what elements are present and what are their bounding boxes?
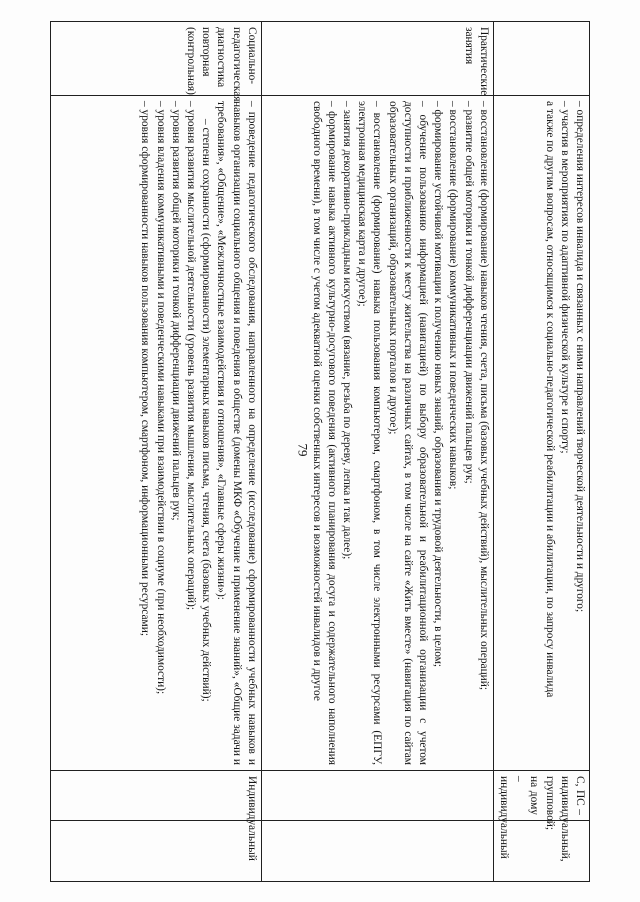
list-item: – уровня развития мыслительной деятельности (уровень развития мышления, мыслительных операций);: [184, 101, 197, 610]
list-item: – уровня владения коммуникативными и поведенческими навыками при взаимодействии в социуме (при необходимости);: [154, 101, 167, 695]
list-item: – проведение педагогического обследования, направленного на определение (исследование) сформированности учебных навыков и навыков организации социального общения и поведения в обществе (домены МКФ «Обучение и применение знаний», «Общие задачи и требования», «Общение», «Межличностные взаимодействия и отношения», «Главные сферы жизни»):: [215, 101, 258, 765]
row-title: [493, 22, 589, 96]
row-content: [493, 96, 589, 771]
list-item: – формирование устойчивой мотивации к получению новых знаний, образования и трудовой деятельности, в целом;: [432, 101, 445, 668]
list-item: – обучение пользованию информацией (навигацией) по выбору образовательной и реабилитационной организации с учетом доступности и приближенности к месту жительства на различных сайтах, в том числе на сайте «Жить вместе» (навигация по сайтам образовательных организаций, образовательных порталов и другое);: [386, 101, 429, 765]
rehab-table: [50, 21, 590, 882]
list-item: – степени сохранности (сформированности) элементарных навыков письма, чтения, счета (базовых учебных действий);: [200, 119, 213, 702]
list-item: а также по другим вопросам, относящимся к социально-педагогической реабилитации и абилитации, по запросу инвалида: [543, 101, 556, 698]
row-form: С, ПС – индивидуальный, групповой; на дому – индивидуальный: [493, 771, 589, 821]
table-row: [261, 22, 493, 882]
list-item: – развитие общей моторики и тонкой дифференциации движений пальцев рук;: [462, 101, 475, 484]
list-item: – уровня сформированности навыков пользования компьютером, смартфоном, информационными ресурсами;: [139, 101, 152, 637]
list-item: – восстановление (формирование) коммуникативных и поведенческих навыков;: [447, 101, 460, 490]
row-form: [261, 771, 493, 821]
row-title: Практические занятия: [261, 22, 493, 96]
row-content: [261, 96, 493, 771]
rotated-content: [50, 21, 590, 881]
row-type: [51, 821, 262, 882]
list-item: – восстановление (формирование) навыков чтения, счета, письма (базовых учебных действий), мыслительных операций;: [477, 101, 490, 691]
list-item: – определения интересов инвалида и связанных с ними направлений творческой деятельности и другого;: [574, 101, 586, 613]
table-row: [493, 22, 589, 882]
row-type: [261, 821, 493, 882]
row-title: Социально-педагогическая диагностика повторная (контрольная): [51, 22, 262, 96]
list-item: – уровня развития общей моторики и тонкой дифференциации движений пальцев рук;: [169, 101, 182, 521]
row-form: Индивидуальный: [51, 771, 262, 821]
row-content: [51, 96, 262, 771]
page-number: 79: [295, 443, 311, 457]
list-item: – участия в мероприятиях по адаптивной физической культуре и спорту;: [558, 101, 571, 454]
table-row: [51, 22, 262, 882]
list-item: – восстановление (формирование) навыка пользования компьютером, смартфоном, в том числе электронными ресурсами (ЕПГУ, электронная медицинская карта и другое);: [356, 101, 384, 765]
list-item: – формирование навыка активного культурно-досугового поведения (активного планирования досуга и содержательного наполнения свободного времени), в том числе с учетом адекватной оценки собственных интересов и возможностей инвалидов и другое: [310, 101, 338, 765]
list-item: – занятия декоративно-прикладным искусством (вязание, резьба по дереву, лепка и так далее);: [340, 101, 353, 560]
